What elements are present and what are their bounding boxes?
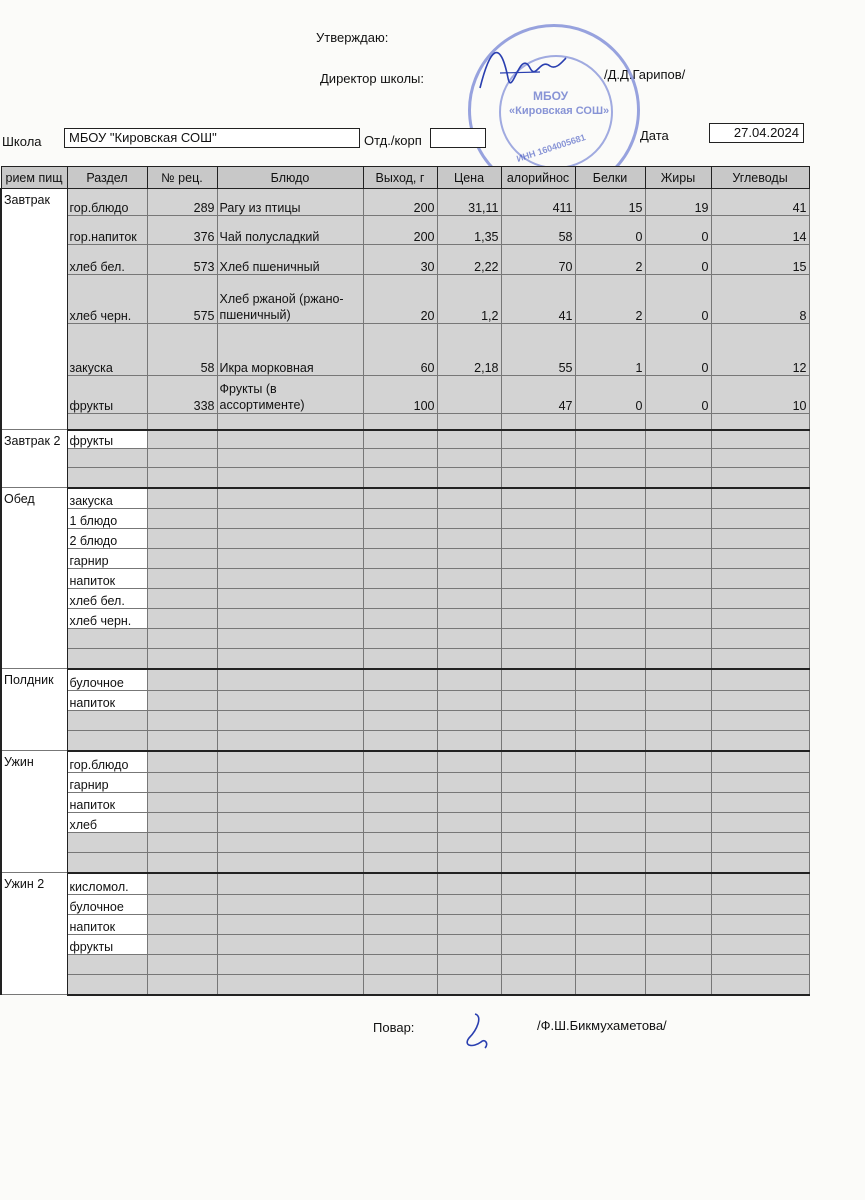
cell-dish: Фрукты (в ассортименте)	[217, 376, 363, 414]
cell-section: хлеб черн.	[67, 275, 147, 324]
cell-output: 60	[363, 324, 437, 376]
table-row	[1, 773, 809, 793]
cell-section: напиток	[67, 793, 147, 813]
table-row	[1, 449, 809, 468]
cell-section: напиток	[67, 569, 147, 589]
cell-output: 200	[363, 189, 437, 216]
meal-snack: Полдник	[1, 669, 67, 751]
cell-section: напиток	[67, 915, 147, 935]
cell-section: 1 блюдо	[67, 509, 147, 529]
table-row	[1, 275, 809, 324]
cell-section: хлеб бел.	[67, 589, 147, 609]
cell-proteins: 2	[575, 245, 645, 275]
table-row	[1, 955, 809, 975]
col-fats: Жиры	[645, 167, 711, 189]
cell-section: булочное	[67, 895, 147, 915]
table-row	[1, 915, 809, 935]
cell-recipe: 58	[147, 324, 217, 376]
cell-recipe: 338	[147, 376, 217, 414]
table-row	[1, 189, 809, 216]
cell-dish: Чай полусладкий	[217, 216, 363, 245]
table-row	[1, 853, 809, 873]
table-header-row	[1, 167, 809, 189]
approve-label: Утверждаю:	[316, 30, 389, 45]
cell-recipe: 573	[147, 245, 217, 275]
cell-section: булочное	[67, 669, 147, 691]
cell-carbs: 41	[711, 189, 809, 216]
table-row	[1, 649, 809, 669]
cell-output: 20	[363, 275, 437, 324]
table-row	[1, 669, 809, 691]
cell-fats: 0	[645, 245, 711, 275]
col-output: Выход, г	[363, 167, 437, 189]
meal-breakfast: Завтрак	[1, 189, 67, 430]
table-row	[1, 569, 809, 589]
cell-calories: 411	[501, 189, 575, 216]
cell-fats: 19	[645, 189, 711, 216]
date-label: Дата	[640, 128, 669, 143]
table-row	[1, 488, 809, 509]
table-row	[1, 216, 809, 245]
table-row	[1, 589, 809, 609]
cell-section: хлеб	[67, 813, 147, 833]
col-recipe: № рец.	[147, 167, 217, 189]
cook-label: Повар:	[373, 1020, 415, 1035]
cell-section: напиток	[67, 691, 147, 711]
cell-price: 2,18	[437, 324, 501, 376]
cell-section: гарнир	[67, 773, 147, 793]
table-row	[1, 509, 809, 529]
cell-price: 1,2	[437, 275, 501, 324]
director-signature	[470, 28, 570, 108]
table-row	[1, 895, 809, 915]
date-field[interactable]: 27.04.2024	[709, 123, 804, 143]
cell-calories: 58	[501, 216, 575, 245]
cell-section: фрукты	[67, 935, 147, 955]
cell-section: кисломол.	[67, 873, 147, 895]
table-row	[1, 609, 809, 629]
cell-recipe: 575	[147, 275, 217, 324]
col-meal: рием пищ	[1, 167, 67, 189]
cell-price: 2,22	[437, 245, 501, 275]
cell-calories: 55	[501, 324, 575, 376]
meal-dinner-2: Ужин 2	[1, 873, 67, 995]
cell-fats: 0	[645, 216, 711, 245]
cell-dish: Рагу из птицы	[217, 189, 363, 216]
cell-section: гор.напиток	[67, 216, 147, 245]
table-row	[1, 793, 809, 813]
meal-lunch: Обед	[1, 488, 67, 669]
meal-dinner: Ужин	[1, 751, 67, 873]
cell-calories: 70	[501, 245, 575, 275]
cell-section: хлеб бел.	[67, 245, 147, 275]
cell-fats: 0	[645, 324, 711, 376]
cell-fats: 0	[645, 376, 711, 414]
col-dish: Блюдо	[217, 167, 363, 189]
dept-field[interactable]	[430, 128, 486, 148]
col-calories: алорийнос	[501, 167, 575, 189]
cell-proteins: 15	[575, 189, 645, 216]
table-row	[1, 751, 809, 773]
cell-section: хлеб черн.	[67, 609, 147, 629]
cell-section: гарнир	[67, 549, 147, 569]
col-carbs: Углеводы	[711, 167, 809, 189]
cell-proteins: 1	[575, 324, 645, 376]
col-price: Цена	[437, 167, 501, 189]
cell-proteins: 2	[575, 275, 645, 324]
cell-carbs: 12	[711, 324, 809, 376]
cell-price: 31,11	[437, 189, 501, 216]
cell-carbs: 10	[711, 376, 809, 414]
table-row	[1, 376, 809, 414]
cell-fats: 0	[645, 275, 711, 324]
cell-calories: 41	[501, 275, 575, 324]
table-row	[1, 324, 809, 376]
cell-section: гор.блюдо	[67, 751, 147, 773]
cell-price	[437, 376, 501, 414]
cell-calories: 47	[501, 376, 575, 414]
table-row	[1, 813, 809, 833]
cell-section: фрукты	[67, 376, 147, 414]
cell-section: гор.блюдо	[67, 189, 147, 216]
director-name: /Д.Д.Гарипов/	[604, 67, 686, 82]
table-row	[1, 873, 809, 895]
table-row	[1, 935, 809, 955]
table-row	[1, 691, 809, 711]
cell-carbs: 14	[711, 216, 809, 245]
table-row	[1, 549, 809, 569]
director-label: Директор школы:	[320, 71, 424, 86]
table-row	[1, 833, 809, 853]
meal-breakfast-2: Завтрак 2	[1, 430, 67, 488]
cell-section: закуска	[67, 324, 147, 376]
school-name-field[interactable]: МБОУ "Кировская СОШ"	[64, 128, 360, 148]
cell-dish: Хлеб пшеничный	[217, 245, 363, 275]
table-row	[1, 468, 809, 488]
col-proteins: Белки	[575, 167, 645, 189]
cell-section: 2 блюдо	[67, 529, 147, 549]
cell-output: 200	[363, 216, 437, 245]
stamp-text-1: МБОУ	[533, 89, 569, 103]
cell-carbs: 15	[711, 245, 809, 275]
table-row	[1, 430, 809, 449]
table-row	[1, 711, 809, 731]
school-label: Школа	[2, 134, 42, 149]
table-row	[1, 975, 809, 995]
cell-recipe: 289	[147, 189, 217, 216]
cell-carbs: 8	[711, 275, 809, 324]
table-row	[1, 629, 809, 649]
dept-label: Отд./корп	[364, 133, 422, 148]
cook-name: /Ф.Ш.Бикмухаметова/	[537, 1018, 667, 1033]
menu-table	[0, 166, 810, 996]
cell-dish: Икра морковная	[217, 324, 363, 376]
stamp-inn: ИНН 1604005681	[515, 132, 587, 164]
table-row	[1, 414, 809, 430]
cell-dish: Хлеб ржаной (ржано-пшеничный)	[217, 275, 363, 324]
cell-output: 100	[363, 376, 437, 414]
table-row	[1, 731, 809, 751]
cell-recipe: 376	[147, 216, 217, 245]
table-row	[1, 245, 809, 275]
cell-output: 30	[363, 245, 437, 275]
cook-signature	[455, 1008, 495, 1052]
table-row	[1, 529, 809, 549]
cell-proteins: 0	[575, 376, 645, 414]
cell-section: фрукты	[67, 430, 147, 449]
cell-price: 1,35	[437, 216, 501, 245]
cell-proteins: 0	[575, 216, 645, 245]
cell-section: закуска	[67, 488, 147, 509]
col-section: Раздел	[67, 167, 147, 189]
stamp-text-2: «Кировская СОШ»	[509, 105, 610, 117]
